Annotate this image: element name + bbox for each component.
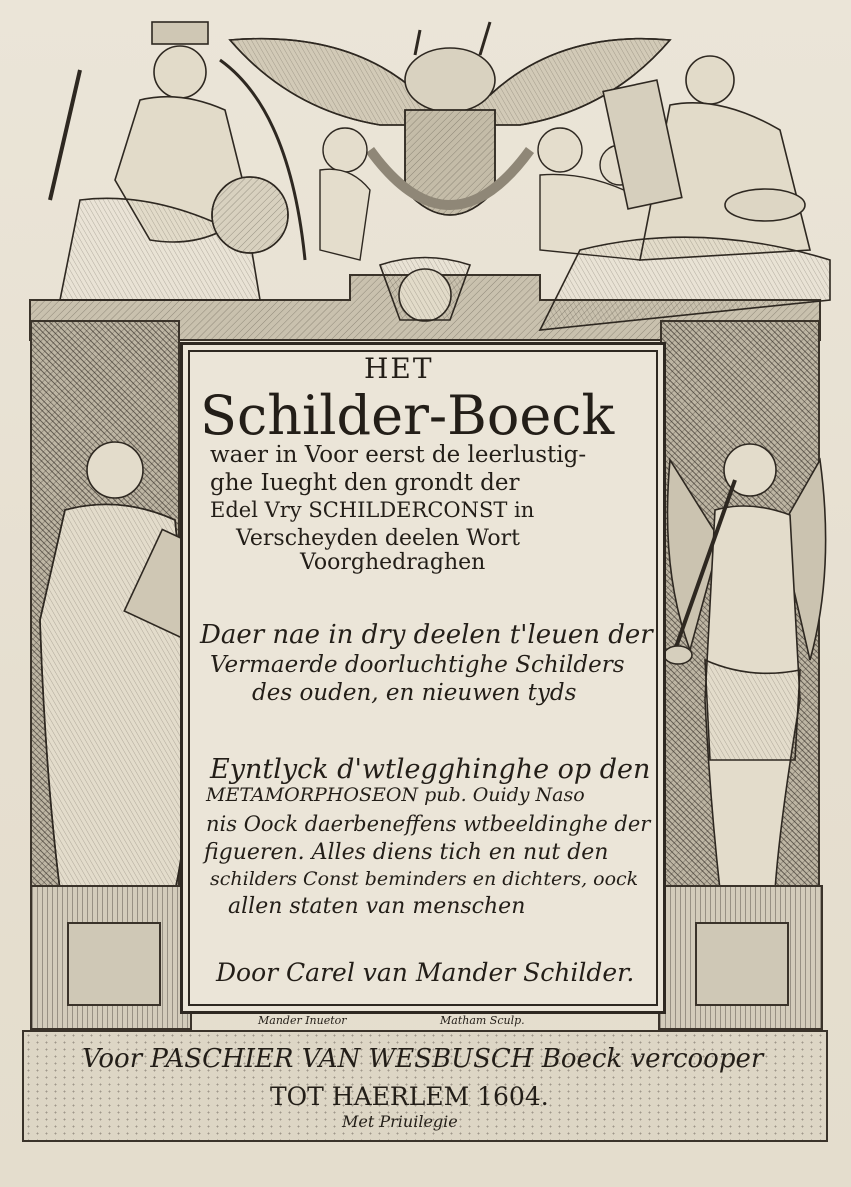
author-line: Door Carel van Mander Schilder. xyxy=(216,958,635,987)
third-part-line: METAMORPHOSEON pub. Ouidy Naso xyxy=(206,784,585,806)
third-part-line: Eyntlyck d'wtlegghinghe op den xyxy=(210,754,651,785)
third-part-line: allen staten van menschen xyxy=(228,894,526,919)
third-part-line: nis Oock daerbeneffens wtbeeldinghe der xyxy=(206,812,651,836)
third-part-line: schilders Const beminders en dichters, oock xyxy=(210,868,639,890)
right-pedestal xyxy=(658,885,823,1030)
third-part-line: figueren. Alles diens tich en nut den xyxy=(204,840,609,865)
subtitle-line: Verscheyden deelen Wort xyxy=(236,526,520,551)
subtitle-line: ghe Iueght den grondt der xyxy=(210,470,520,496)
second-part-line: Daer nae in dry deelen t'leuen der xyxy=(200,620,653,650)
second-part-line: Vermaerde doorluchtighe Schilders xyxy=(210,652,625,678)
subtitle-line: waer in Voor eerst de leerlustig- xyxy=(210,442,587,468)
subtitle-line: Edel Vry SCHILDERCONST in xyxy=(210,498,535,522)
pedestal-ornament xyxy=(67,922,161,1006)
pedestal-ornament xyxy=(695,922,789,1006)
left-pedestal xyxy=(30,885,192,1030)
imprint-place-date: TOT HAERLEM 1604. xyxy=(270,1082,549,1111)
title-het: HET xyxy=(364,352,434,385)
imprint-privilege: Met Priuilegie xyxy=(342,1112,458,1131)
engraver-credit: Matham Sculp. xyxy=(440,1014,525,1027)
subtitle-line: Voorghedraghen xyxy=(300,550,486,575)
top-figure-group xyxy=(20,0,840,345)
second-part-line: des ouden, en nieuwen tyds xyxy=(252,680,577,706)
right-trumpet-figure xyxy=(650,420,840,895)
book-title: Schilder-Boeck xyxy=(200,384,615,447)
inventor-credit: Mander Inuetor xyxy=(258,1014,347,1027)
imprint-publisher: Voor PASCHIER VAN WESBUSCH Boeck vercooper xyxy=(82,1044,764,1074)
